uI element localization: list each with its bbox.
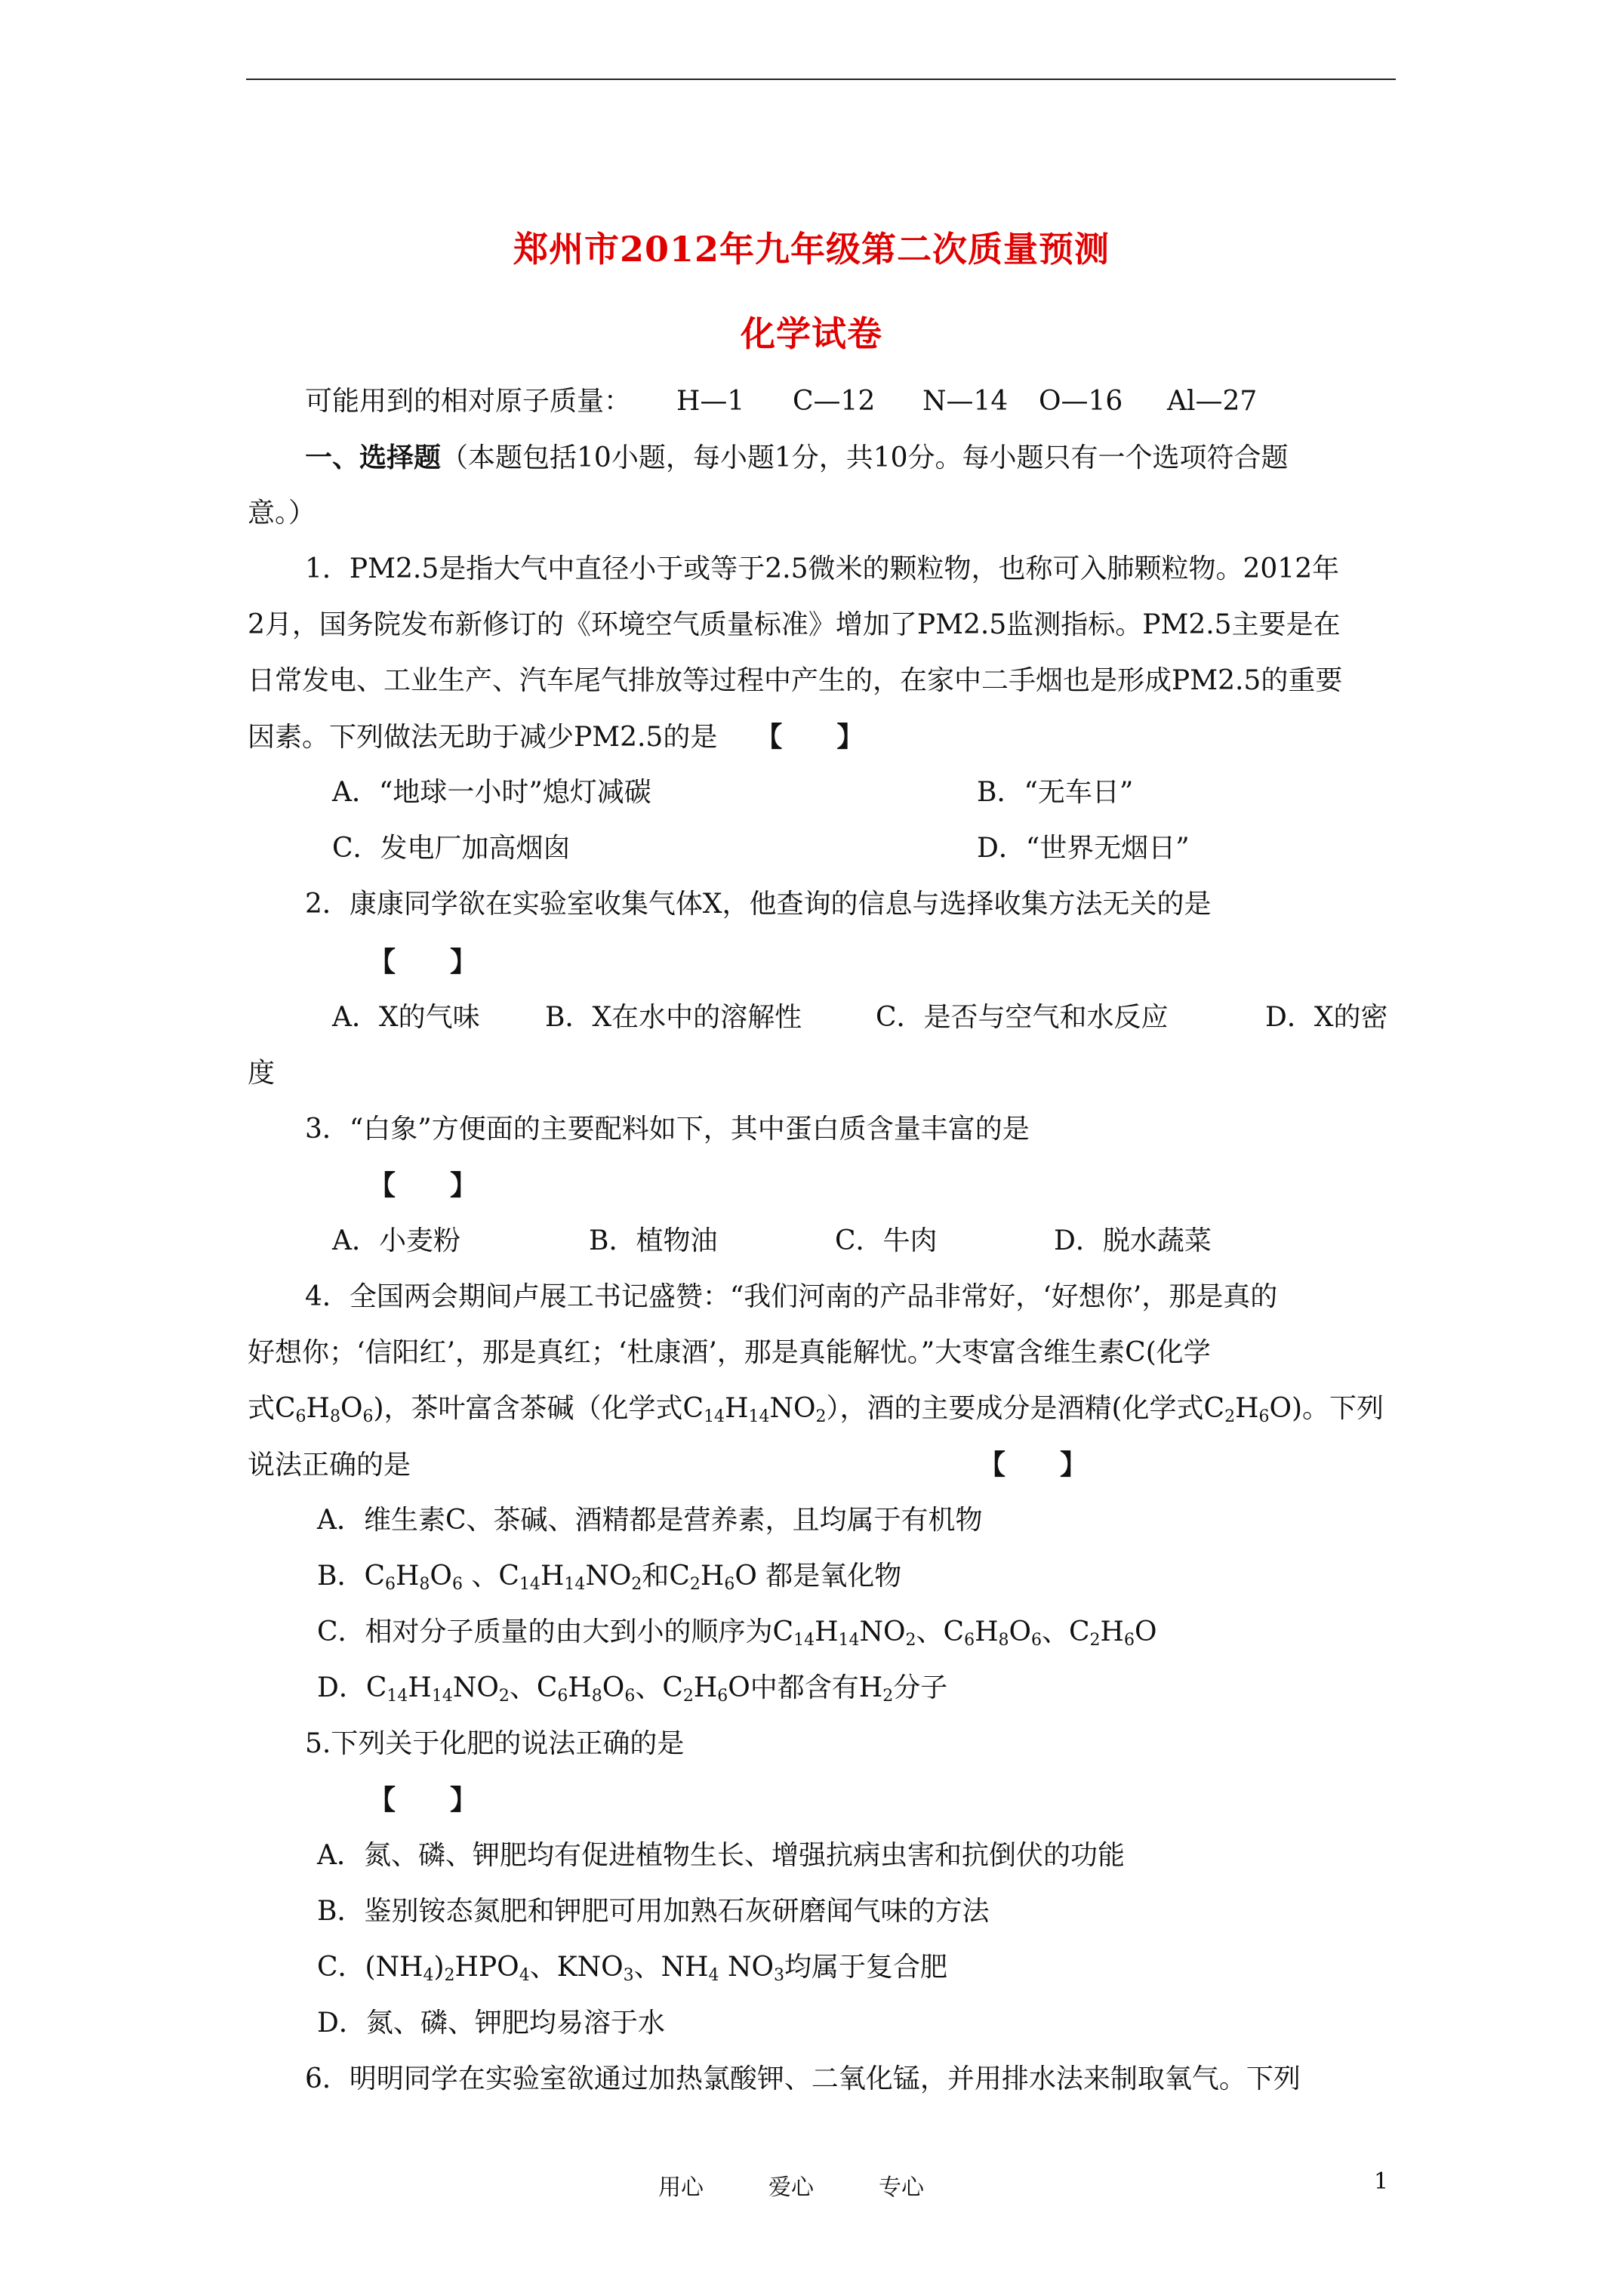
- q4-stem-end: 说法正确的是: [248, 1450, 411, 1481]
- q3-option-c: C．牛肉: [835, 1225, 938, 1256]
- q2-line1: 2．康康同学欲在实验室收集气体X，他查询的信息与选择收集方法无关的是: [305, 889, 1212, 920]
- q2-option-b: B．X在水中的溶解性: [545, 1002, 802, 1033]
- q1-line3: 日常发电、工业生产、汽车尾气排放等过程中产生的，在家中二手烟也是形成PM2.5的重要: [248, 665, 1343, 696]
- header-rule: [246, 79, 1396, 80]
- q5-option-a: A．氮、磷、钾肥均有促进植物生长、增强抗病虫害和抗倒伏的功能: [317, 1840, 1125, 1871]
- section1-intro: [305, 444, 1392, 472]
- q1-line2: 2月，国务院发布新修订的《环境空气质量标准》增加了PM2.5监测指标。PM2.5主要是在: [248, 609, 1341, 640]
- atomic-mass-al: Al—27: [1167, 386, 1258, 417]
- q5-answer-bracket: 【 】: [368, 1784, 478, 1816]
- footer-motto-1: 用心: [658, 2174, 704, 2201]
- q4-line3: 式$C_6H_8O_6$)，茶叶富含茶碱（化学式$C_{14}H_{14}NO_2$），酒的主要成分是酒精(化学式$C_2H_6O$)。下列: [248, 1393, 1384, 1426]
- q4-line1: 4．全国两会期间卢展工书记盛赞：“我们河南的产品非常好，‘好想你’，那是真的: [305, 1281, 1278, 1312]
- section1-intro-text: （本题包括10小题，每小题1分，共10分。每小题只有一个选项符合题: [441, 442, 1289, 473]
- q2-option-a: A．X的气味: [332, 1002, 480, 1033]
- q5-option-d: D．氮、磷、钾肥均易溶于水: [317, 2008, 665, 2039]
- q1-option-d: D．“世界无烟日”: [977, 833, 1190, 864]
- q1-line1: 1．PM2.5是指大气中直径小于或等于2.5微米的颗粒物，也称可入肺颗粒物。2012年: [305, 553, 1340, 584]
- q2-option-c: C．是否与空气和水反应: [876, 1002, 1169, 1033]
- q1-answer-bracket: 【 】: [755, 721, 864, 753]
- q1-option-b: B．“无车日”: [977, 777, 1134, 808]
- section1-heading: 一、选择题: [305, 442, 442, 473]
- q1-option-a: A．“地球一小时”熄灯减碳: [332, 777, 651, 808]
- atomic-mass-o: O—16: [1039, 386, 1123, 417]
- q1-option-c: C．发电厂加高烟囱: [332, 833, 571, 864]
- atomic-masses-label: 可能用到的相对原子质量：: [305, 386, 632, 417]
- atomic-mass-h: H—1: [676, 386, 745, 417]
- q3-answer-bracket: 【 】: [368, 1170, 478, 1201]
- q4-answer-bracket: 【 】: [978, 1449, 1088, 1481]
- q4-line4: [248, 1451, 1087, 1479]
- q2-answer-bracket: 【 】: [368, 946, 478, 978]
- section1-intro-cont: 意。）: [248, 498, 316, 529]
- q5-option-b: B．鉴别铵态氮肥和钾肥可用加熟石灰研磨闻气味的方法: [317, 1896, 990, 1927]
- footer-motto-2: 爱心: [768, 2174, 814, 2201]
- q4-option-a: A．维生素C、茶碱、酒精都是营养素，且均属于有机物: [317, 1505, 983, 1536]
- q3-option-d: D．脱水蔬菜: [1054, 1225, 1212, 1256]
- page-number: 1: [1374, 2168, 1389, 2195]
- q2-option-d-cont: 度: [248, 1058, 276, 1089]
- q4-option-c: C．相对分子质量的由大到小的顺序为$C_{14}H_{14}NO_2$、$C_6H_8O_6$、$C_2H_6O$: [317, 1616, 1157, 1650]
- q4-option-d: D．$C_{14}H_{14}NO_2$、$C_6H_8O_6$、$C_2H_6O$中都含有$H_2$分子: [317, 1672, 948, 1706]
- q3-option-a: A．小麦粉: [332, 1225, 460, 1256]
- q6-line1: 6．明明同学在实验室欲通过加热氯酸钾、二氧化锰，并用排水法来制取氧气。下列: [305, 2063, 1301, 2094]
- atomic-mass-n: N—14: [922, 386, 1009, 417]
- q3-option-b: B．植物油: [589, 1225, 718, 1256]
- q2-option-d: D．X的密: [1265, 1002, 1388, 1033]
- q1-stem-end: 因素。下列做法无助于减少PM2.5的是: [248, 722, 718, 753]
- q4-option-b: B．$C_6H_8O_6$ 、$C_{14}H_{14}NO_2$和$C_2H_6O$ 都是氧化物: [317, 1561, 902, 1594]
- page-title: 郑州市2012年九年级第二次质量预测: [513, 229, 1110, 270]
- q3-line1: 3．“白象”方便面的主要配料如下，其中蛋白质含量丰富的是: [305, 1114, 1030, 1145]
- atomic-mass-c: C—12: [793, 386, 876, 417]
- q5-option-c: C．$(NH_4)_2HPO_4$、$KNO_3$、$NH_4$ $NO_3$均属于复合肥: [317, 1952, 947, 1985]
- q1-line4: [248, 723, 864, 751]
- q5-line1: 5.下列关于化肥的说法正确的是: [305, 1728, 685, 1759]
- footer-motto-3: 专心: [879, 2174, 924, 2201]
- page-subtitle: 化学试卷: [741, 313, 882, 354]
- q4-line2: 好想你；‘信阳红’，那是真红；‘杜康酒’，那是真能解忧。”大枣富含维生素C(化学: [248, 1337, 1211, 1368]
